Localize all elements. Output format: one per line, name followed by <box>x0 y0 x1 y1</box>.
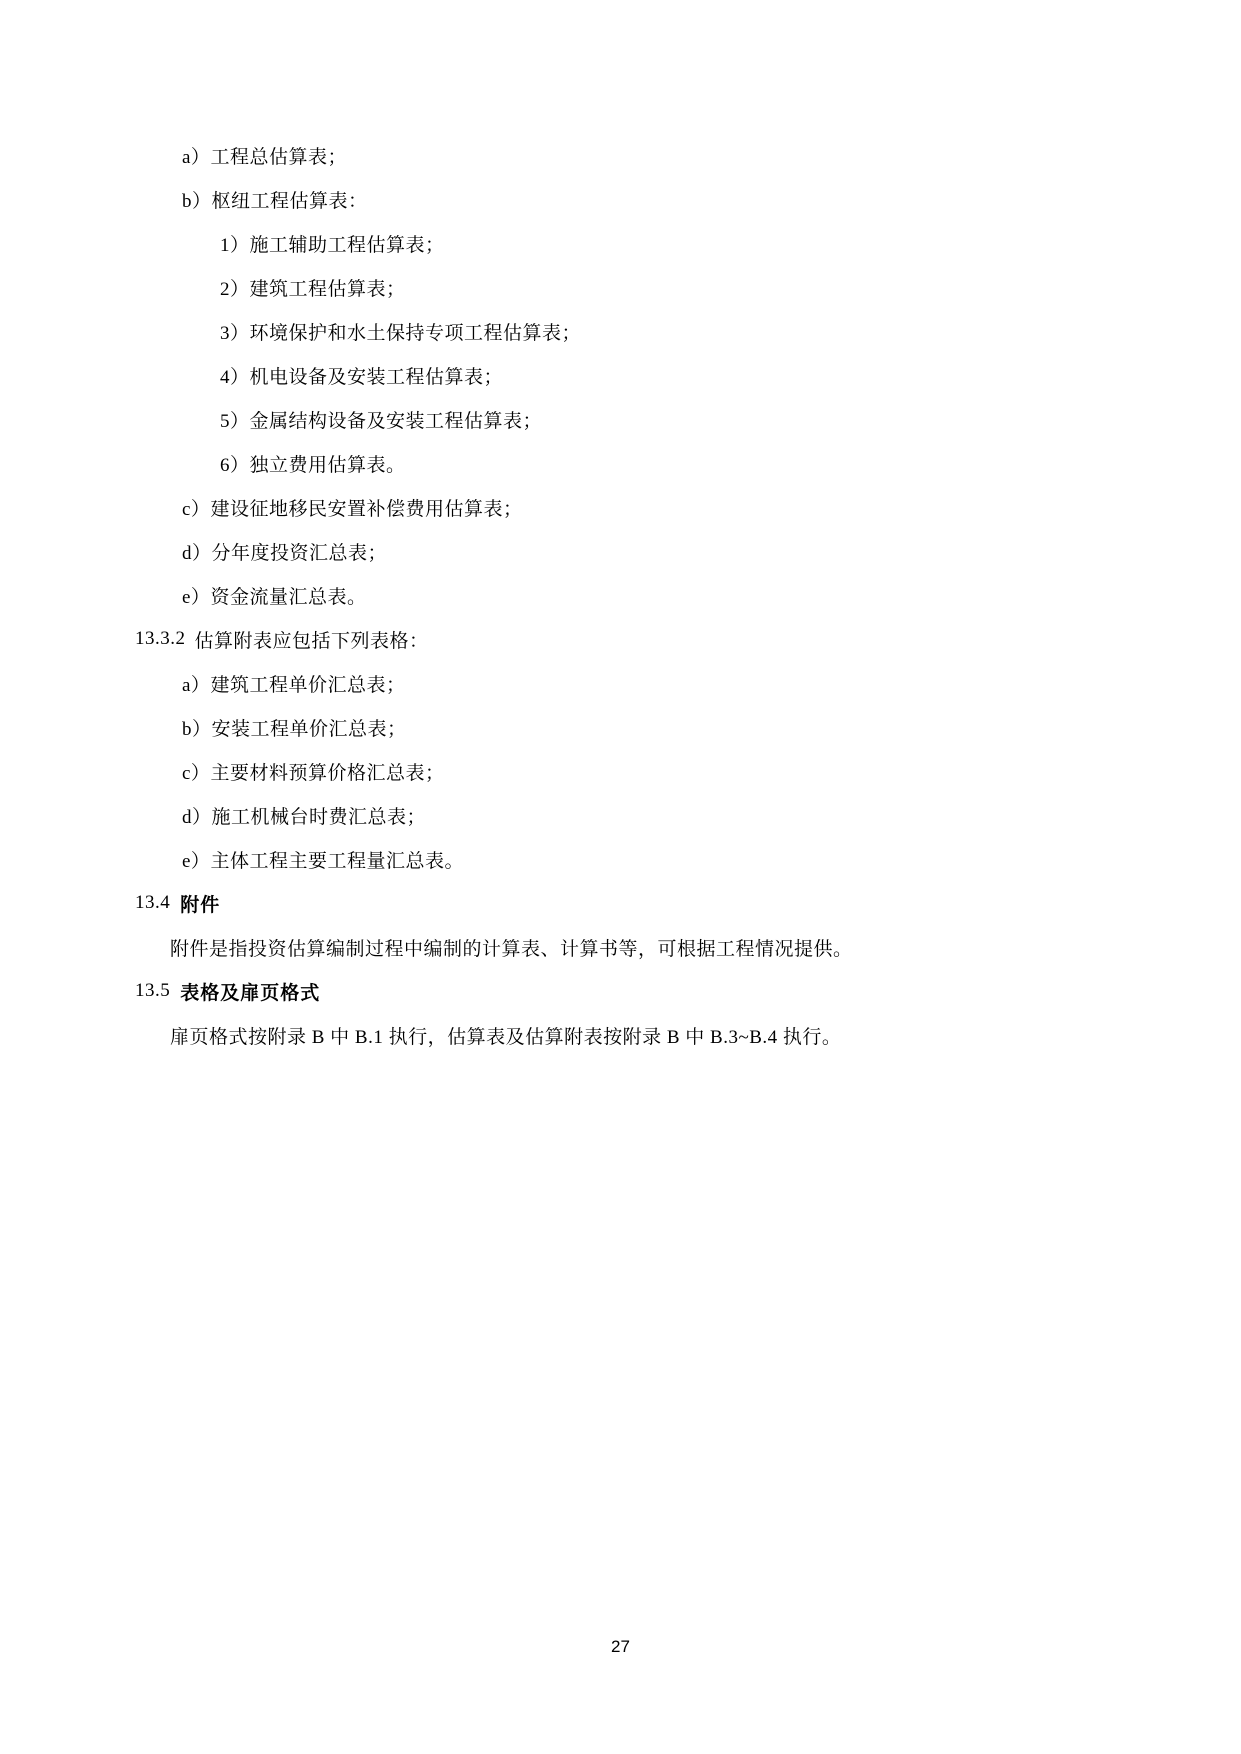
item-text: 主体工程主要工程量汇总表。 <box>210 850 464 872</box>
item-label: d） <box>182 542 212 564</box>
item-label: 4） <box>220 366 250 388</box>
list-item-number <box>135 353 1115 397</box>
item-label: a） <box>182 146 211 168</box>
item-text: 估算附表应包括下列表格： <box>194 630 429 652</box>
item-label: 13.4 <box>135 892 171 913</box>
list-item-letter <box>135 529 1115 573</box>
item-text: 机电设备及安装工程估算表； <box>249 366 504 388</box>
list-item-letter <box>135 793 1115 837</box>
list-item-letter <box>135 705 1115 749</box>
item-text: 工程总估算表； <box>210 146 347 168</box>
item-text: 安装工程单价汇总表； <box>211 718 407 740</box>
section-heading <box>135 969 1115 1013</box>
list-item-number <box>135 397 1115 441</box>
item-text: 主要材料预算价格汇总表； <box>210 762 445 784</box>
item-text: 建筑工程单价汇总表； <box>210 674 406 696</box>
item-label: 2） <box>220 278 250 300</box>
item-label: b） <box>182 718 212 740</box>
item-label: 13.5 <box>135 980 171 1001</box>
list-item-letter <box>135 133 1115 177</box>
item-text: 分年度投资汇总表； <box>211 542 388 564</box>
item-label: e） <box>182 586 211 608</box>
list-item-letter <box>135 485 1115 529</box>
item-text: 施工机械台时费汇总表； <box>211 806 427 828</box>
item-label: 1） <box>220 234 250 256</box>
list-item-letter <box>135 661 1115 705</box>
item-text: 扉页格式按附录 B 中 B.1 执行，估算表及估算附表按附录 B 中 B.3~B.4 执行。 <box>170 1026 842 1048</box>
item-label: 13.3.2 <box>135 628 186 649</box>
item-text: 资金流量汇总表。 <box>210 586 367 608</box>
list-item-number <box>135 309 1115 353</box>
item-label: e） <box>182 850 211 872</box>
list-item-letter <box>135 177 1115 221</box>
item-label: c） <box>182 762 211 784</box>
list-item-letter <box>135 837 1115 881</box>
item-text: 表格及扉页格式 <box>180 982 321 1004</box>
item-label: c） <box>182 498 211 520</box>
item-text: 枢纽工程估算表： <box>211 190 368 212</box>
list-item-number <box>135 221 1115 265</box>
item-label: d） <box>182 806 212 828</box>
item-text: 金属结构设备及安装工程估算表； <box>249 410 543 432</box>
paragraph <box>135 925 1115 969</box>
item-text: 附件是指投资估算编制过程中编制的计算表、计算书等，可根据工程情况提供。 <box>170 938 853 960</box>
list-item-number <box>135 265 1115 309</box>
section-heading <box>135 881 1115 925</box>
page-number: 27 <box>611 1637 630 1656</box>
document-body <box>135 133 1115 1057</box>
list-item-number <box>135 441 1115 485</box>
item-label: 3） <box>220 322 250 344</box>
list-item-letter <box>135 573 1115 617</box>
item-text: 建筑工程估算表； <box>249 278 406 300</box>
item-text: 独立费用估算表。 <box>249 454 406 476</box>
item-text: 环境保护和水土保持专项工程估算表； <box>249 322 582 344</box>
clause-heading <box>135 617 1115 661</box>
list-item-letter <box>135 749 1115 793</box>
item-label: a） <box>182 674 211 696</box>
item-text: 建设征地移民安置补偿费用估算表； <box>210 498 523 520</box>
paragraph <box>135 1013 1115 1057</box>
item-label: b） <box>182 190 212 212</box>
item-label: 6） <box>220 454 250 476</box>
item-text: 附件 <box>180 894 221 916</box>
item-label: 5） <box>220 410 250 432</box>
item-text: 施工辅助工程估算表； <box>249 234 445 256</box>
